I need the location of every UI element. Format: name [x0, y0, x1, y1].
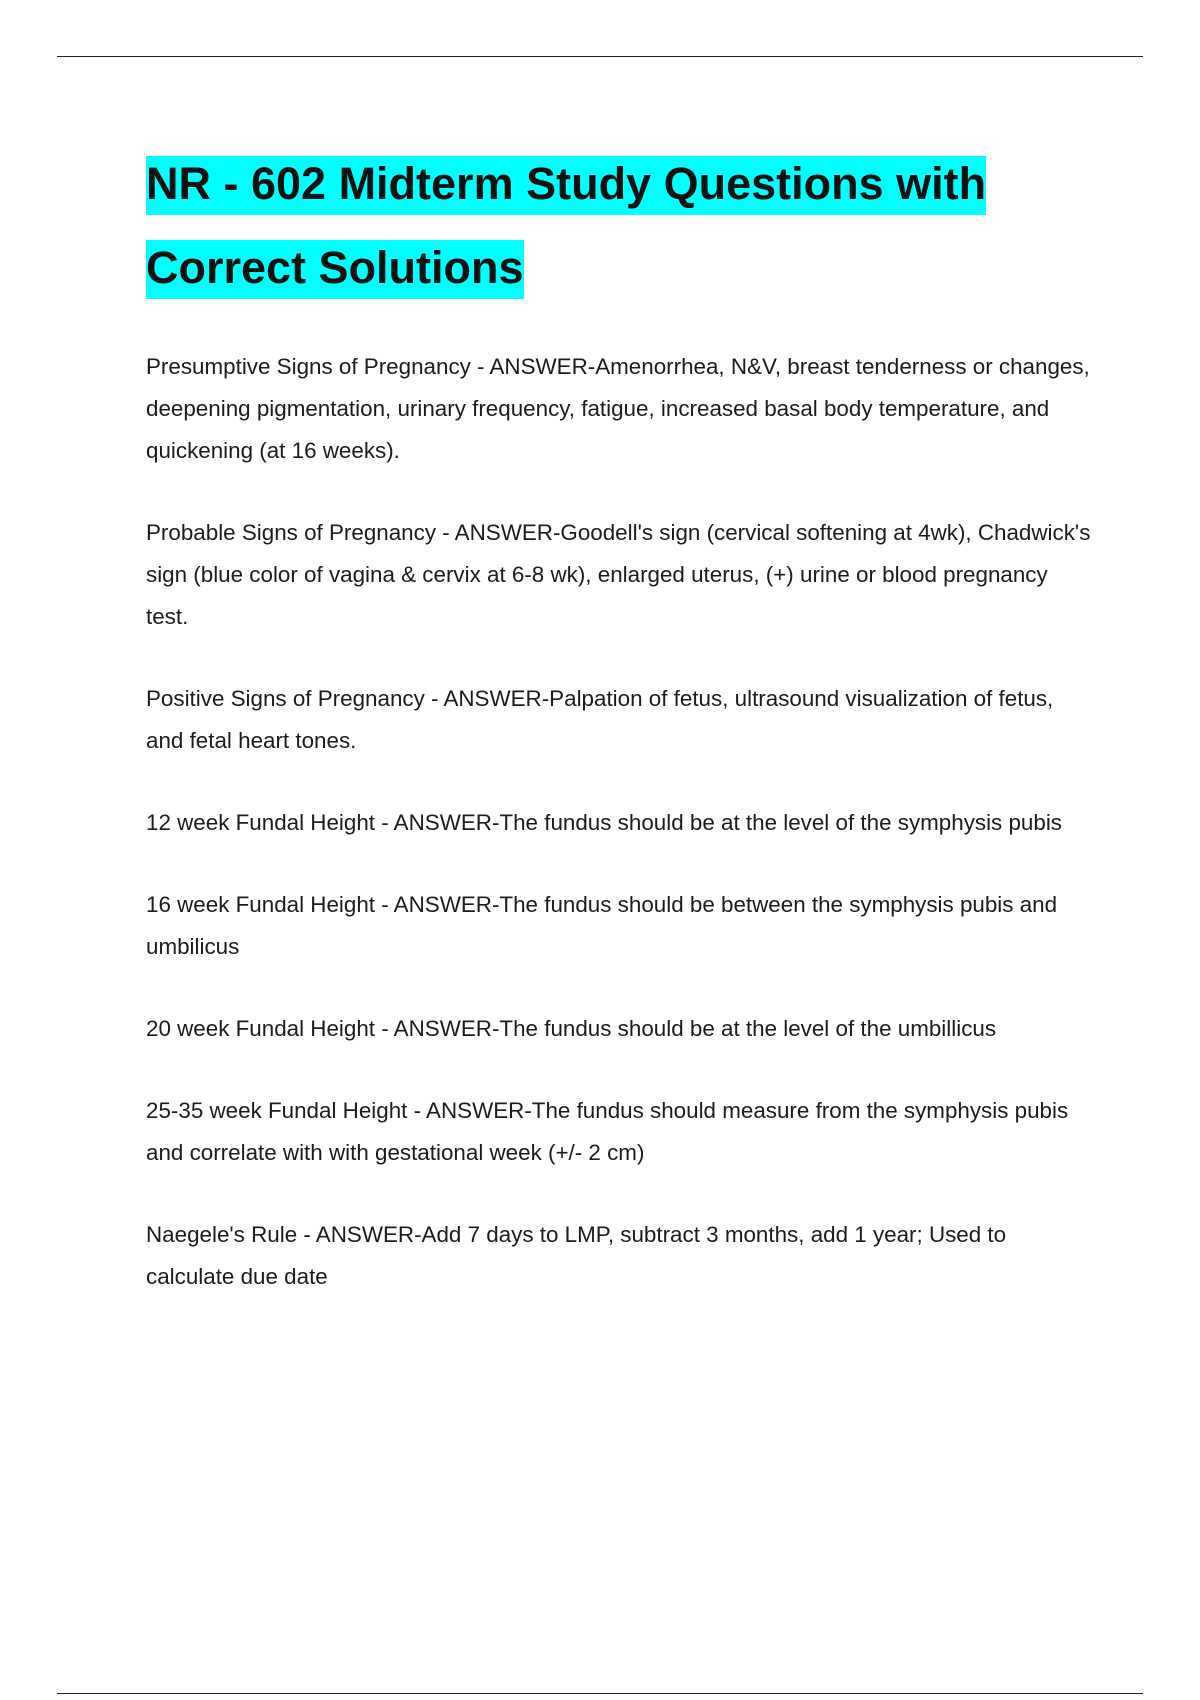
bottom-rule [57, 1693, 1143, 1694]
qa-item-naegeles-rule: Naegele's Rule - ANSWER-Add 7 days to LMP, subtract 3 months, add 1 year; Used to calculate due date [146, 1222, 1007, 1289]
page-title [146, 142, 1106, 310]
page-title-highlight: NR - 602 Midterm Study Questions with Correct Solutions [146, 156, 986, 299]
qa-item-20-week-fundal-height: 20 week Fundal Height - ANSWER-The fundus should be at the level of the umbillicus [146, 1016, 997, 1041]
qa-item-probable-signs: Probable Signs of Pregnancy - ANSWER-Goodell's sign (cervical softening at 4wk), Chadwick's sign (blue color of vagina & cervix at 6-8 wk), enlarged uterus, (+) urine or blood pregnancy test. [146, 520, 1091, 629]
qa-list [146, 346, 1096, 1338]
qa-item-25-35-week-fundal-height: 25-35 week Fundal Height - ANSWER-The fundus should measure from the symphysis pubis and correlate with with gestational week (+/- 2 cm) [146, 1098, 1069, 1165]
qa-item-presumptive-signs: Presumptive Signs of Pregnancy - ANSWER-Amenorrhea, N&V, breast tenderness or changes, deepening pigmentation, urinary frequency, fatigue, increased basal body temperature, and quickening (at 16 weeks). [146, 354, 1090, 463]
qa-item-16-week-fundal-height: 16 week Fundal Height - ANSWER-The fundus should be between the symphysis pubis and umbilicus [146, 892, 1058, 959]
top-rule [57, 56, 1143, 57]
qa-item-12-week-fundal-height: 12 week Fundal Height - ANSWER-The fundus should be at the level of the symphysis pubis [146, 810, 1063, 835]
qa-item-positive-signs: Positive Signs of Pregnancy - ANSWER-Palpation of fetus, ultrasound visualization of fetus, and fetal heart tones. [146, 686, 1054, 753]
